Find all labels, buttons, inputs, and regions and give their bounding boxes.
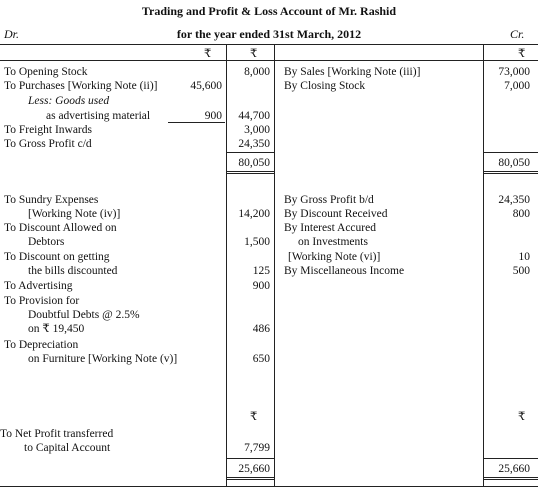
total-rule xyxy=(227,458,274,459)
pl-left-amount: 14,200 xyxy=(238,208,270,220)
pl-left-amount: 486 xyxy=(252,323,270,335)
currency-symbol: ₹ xyxy=(518,411,526,423)
pl-right-particular: By Miscellaneous Income xyxy=(284,265,405,277)
pl-right-particular: By Gross Profit b/d xyxy=(284,194,374,206)
pl-left-particular: To Provision for xyxy=(4,295,80,307)
trading-right-particular: By Closing Stock xyxy=(284,80,366,92)
currency-symbol: ₹ xyxy=(518,48,526,60)
total-double-rule xyxy=(227,477,274,478)
total-double-rule xyxy=(484,477,538,478)
net-profit-label: to Capital Account xyxy=(24,442,111,454)
total-double-rule xyxy=(484,479,538,480)
currency-symbol: ₹ xyxy=(250,411,258,423)
trading-left-amount: 44,700 xyxy=(238,110,270,122)
trading-left-particular: Less: Goods used xyxy=(28,95,110,107)
trading-left-particular: To Opening Stock xyxy=(4,66,88,78)
pl-left-particular: To Discount Allowed on xyxy=(4,222,117,234)
trading-left-particular: To Purchases [Working Note (ii)] xyxy=(4,80,158,92)
currency-symbol: ₹ xyxy=(250,48,258,60)
pl-left-amount: 650 xyxy=(252,353,270,365)
total-double-rule xyxy=(484,173,538,174)
trading-left-amount: 3,000 xyxy=(244,124,270,136)
pl-left-particular: To Sundry Expenses xyxy=(4,194,99,206)
header-top-rule xyxy=(0,44,538,45)
pl-left-particular: Doubtful Debts @ 2.5% xyxy=(28,309,140,321)
trading-left-particular: To Gross Profit c/d xyxy=(4,138,92,150)
pl-right-amount: 500 xyxy=(512,265,530,277)
currency-symbol: ₹ xyxy=(204,48,212,60)
page-title: Trading and Profit & Loss Account of Mr. Rashid xyxy=(141,4,397,18)
credit-label: Cr. xyxy=(510,27,525,41)
total-rule xyxy=(484,458,538,459)
trading-left-inner-amount: 900 xyxy=(204,110,222,122)
total-double-rule xyxy=(227,171,274,172)
pl-total-left: 25,660 xyxy=(238,463,270,475)
pl-right-amount: 10 xyxy=(518,251,530,263)
net-profit-label: To Net Profit transferred xyxy=(0,428,114,440)
pl-left-particular: [Working Note (iv)] xyxy=(28,208,121,220)
pl-right-particular: on Investments xyxy=(298,236,368,248)
table-bottom-rule xyxy=(0,486,538,487)
subtotal-underline xyxy=(168,122,225,123)
total-rule xyxy=(227,152,274,153)
pl-right-amount: 800 xyxy=(512,208,530,220)
page-subtitle: for the year ended 31st March, 2012 xyxy=(176,27,362,41)
pl-left-amount: 1,500 xyxy=(244,236,270,248)
pl-left-particular: To Discount on getting xyxy=(4,251,110,263)
pl-right-particular: [Working Note (vi)] xyxy=(288,251,381,263)
pl-left-particular: Debtors xyxy=(28,236,65,248)
trading-right-particular: By Sales [Working Note (iii)] xyxy=(284,66,421,78)
trading-left-particular: as advertising material xyxy=(46,110,151,122)
trading-left-inner-amount: 45,600 xyxy=(190,80,222,92)
trading-total-right: 80,050 xyxy=(498,157,530,169)
pl-right-particular: By Discount Received xyxy=(284,208,388,220)
trading-left-amount: 24,350 xyxy=(238,138,270,150)
trading-right-amount: 7,000 xyxy=(504,80,530,92)
trading-left-amount: 8,000 xyxy=(244,66,270,78)
trading-left-particular: To Freight Inwards xyxy=(4,124,92,136)
total-double-rule xyxy=(484,171,538,172)
pl-left-particular: the bills discounted xyxy=(28,265,118,277)
pl-left-amount: 125 xyxy=(252,265,270,277)
middle-column-line xyxy=(274,44,275,486)
net-profit-amount: 7,799 xyxy=(244,442,270,454)
pl-left-particular: on Furniture [Working Note (v)] xyxy=(28,353,178,365)
pl-right-amount: 24,350 xyxy=(498,194,530,206)
total-double-rule xyxy=(227,479,274,480)
pl-left-particular: To Depreciation xyxy=(4,339,79,351)
pl-total-right: 25,660 xyxy=(498,463,530,475)
total-double-rule xyxy=(227,173,274,174)
pl-left-particular: To Advertising xyxy=(4,280,73,292)
trading-total-left: 80,050 xyxy=(238,157,270,169)
debit-label: Dr. xyxy=(4,27,20,41)
pl-left-amount: 900 xyxy=(252,280,270,292)
header-bottom-rule xyxy=(0,60,538,61)
total-rule xyxy=(484,152,538,153)
pl-right-particular: By Interest Accured xyxy=(284,222,376,234)
trading-right-amount: 73,000 xyxy=(498,66,530,78)
pl-left-particular: on ₹ 19,450 xyxy=(28,323,85,335)
